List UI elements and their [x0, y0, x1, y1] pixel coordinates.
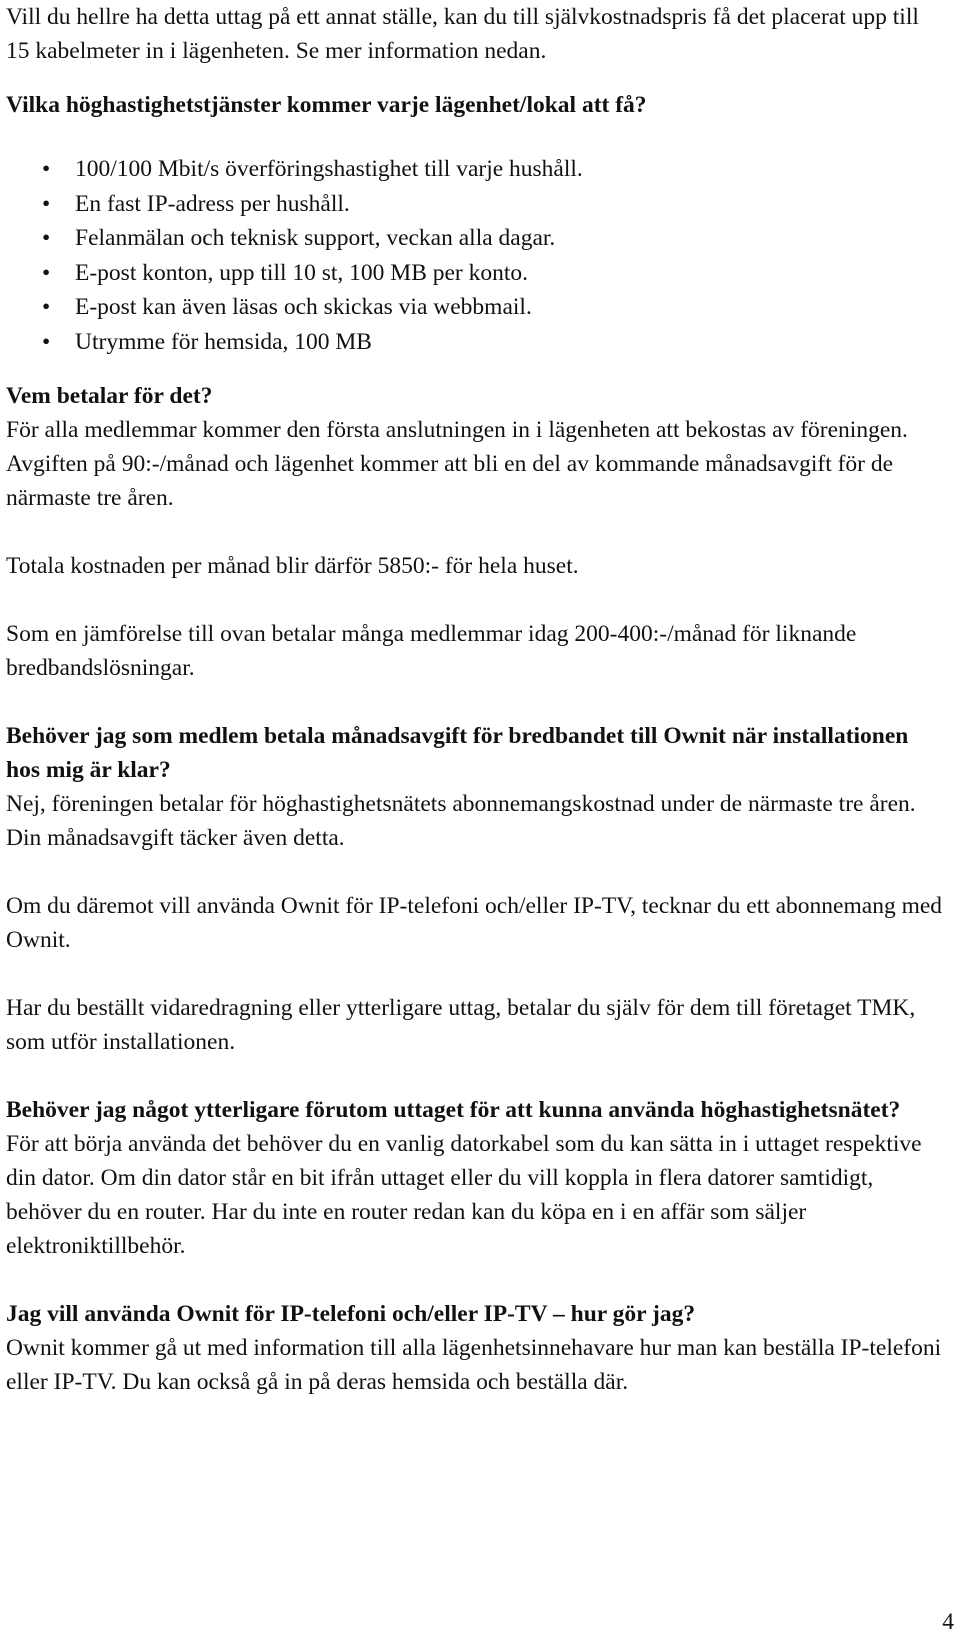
ip-services-question: Jag vill använda Ownit för IP-telefoni och/eller IP-TV – hur gör jag?	[6, 1301, 696, 1327]
list-item: • E-post konton, upp till 10 st, 100 MB per konto.	[6, 256, 946, 291]
bullet-icon: •	[42, 294, 51, 320]
list-item: • E-post kan även läsas och skickas via webbmail.	[6, 290, 946, 325]
document-page	[6, 0, 946, 1399]
payment-answer: För alla medlemmar kommer den första anslutningen in i lägenheten att bekostas av föreningen. Avgiften på 90:-/månad och lägenhet kommer att bli en del av kommande månadsavgift för de närmaste tre åren.	[6, 417, 908, 511]
list-item: • 100/100 Mbit/s överföringshastighet till varje hushåll.	[6, 152, 946, 187]
services-question: Vilka höghastighetstjänster kommer varje lägenhet/lokal att få?	[6, 92, 647, 118]
equipment-answer: För att börja använda det behöver du en vanlig datorkabel som du kan sätta in i uttaget respektive din dator. Om din dator står en bit ifrån uttaget eller du vill koppla in flera datorer samtidigt, behöver du en router. Har du inte en router redan kan du köpa en i en affär som säljer elektroniktillbehör.	[6, 1131, 922, 1259]
bullet-icon: •	[42, 190, 51, 217]
page-number: 4	[942, 1609, 954, 1635]
bullet-icon: •	[42, 328, 51, 355]
bullet-icon: •	[42, 156, 51, 182]
extra-installation-note: Har du beställt vidaredragning eller ytterligare uttag, betalar du själv för dem till företaget TMK, som utför installationen.	[6, 995, 916, 1055]
total-cost-text: Totala kostnaden per månad blir därför 5850:- för hela huset.	[6, 553, 579, 579]
ownit-note: Om du däremot vill använda Ownit för IP-telefoni och/eller IP-TV, tecknar du ett abonnemang med Ownit.	[6, 893, 943, 953]
monthly-fee-question: Behöver jag som medlem betala månadsavgift för bredbandet till Ownit när installationen hos mig är klar?	[6, 723, 909, 783]
ip-services-answer: Ownit kommer gå ut med information till alla lägenhetsinnehavare hur man kan beställa IP-telefoni eller IP-TV. Du kan också gå in på deras hemsida och beställa där.	[6, 1335, 942, 1395]
intro-paragraph: Vill du hellre ha detta uttag på ett annat ställe, kan du till självkostnadspris få det placerat upp till 15 kabelmeter in i lägenheten. Se mer information nedan.	[6, 4, 919, 64]
monthly-fee-answer: Nej, föreningen betalar för höghastighetsnätets abonnemangskostnad under de närmaste tre åren. Din månadsavgift täcker även detta.	[6, 791, 916, 851]
bullet-icon: •	[42, 259, 51, 286]
list-item: • En fast IP-adress per hushåll.	[6, 187, 946, 222]
services-list	[6, 152, 946, 359]
bullet-icon: •	[42, 225, 51, 251]
payment-question: Vem betalar för det?	[6, 383, 213, 409]
list-item: • Felanmälan och teknisk support, veckan alla dagar.	[6, 221, 946, 256]
list-item: • Utrymme för hemsida, 100 MB	[6, 325, 946, 360]
equipment-question: Behöver jag något ytterligare förutom uttaget för att kunna använda höghastighetsnätet?	[6, 1097, 901, 1123]
comparison-text: Som en jämförelse till ovan betalar många medlemmar idag 200-400:-/månad för liknande bredbandslösningar.	[6, 621, 857, 681]
